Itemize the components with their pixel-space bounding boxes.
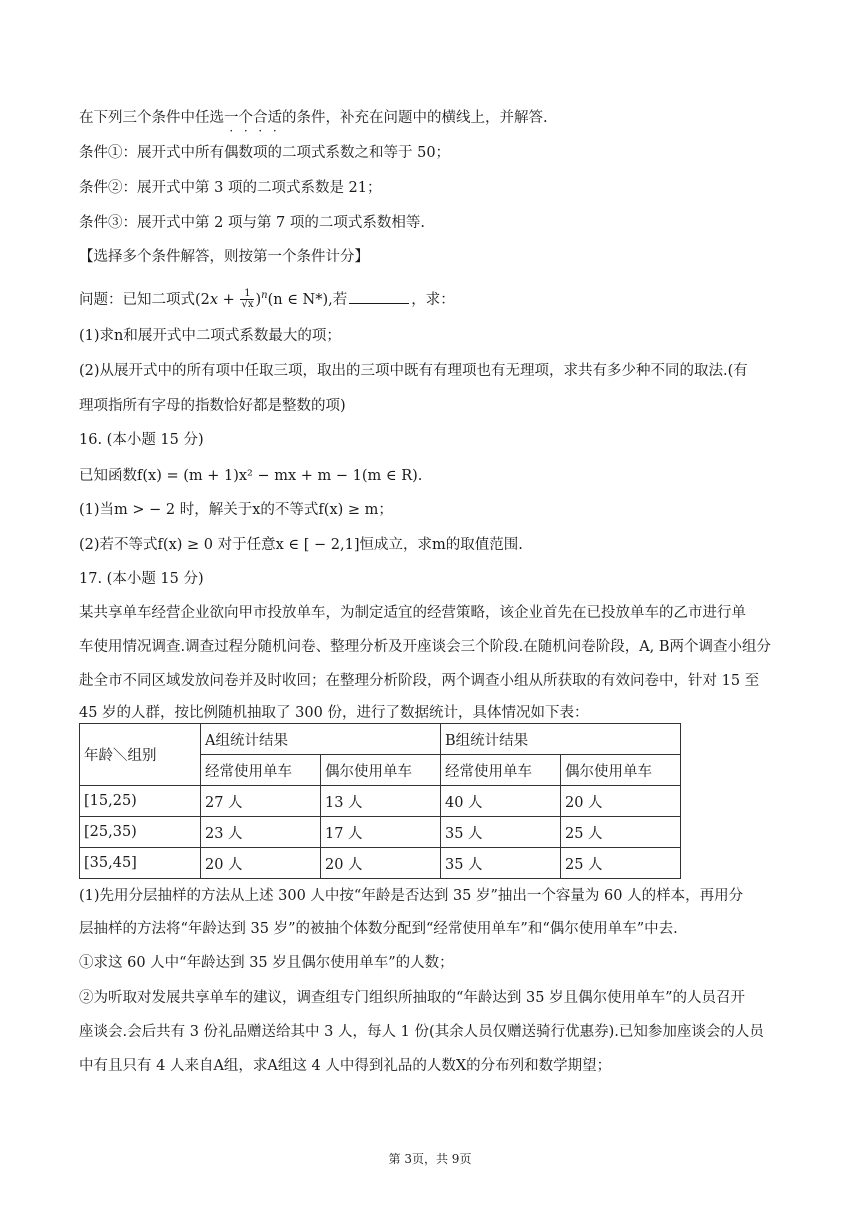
question-x: x [209,291,219,308]
table-age-cell: [35,45] [80,848,201,879]
table-cell: 13 人 [321,786,441,817]
p17-stem-1: 某共享单车经营企业欲向甲市投放单车，为制定适宜的经营策略，该企业首先在已投放单车的乙市进行单 [79,605,746,621]
fraction-denominator: √x [241,299,254,311]
table-group-a: A组统计结果 [201,724,441,755]
q15-part-1: (1)求n和展开式中二项式系数最大的项； [79,328,341,344]
p17-heading: 17. (本小题 15 分) [79,571,204,587]
table-group-b: B组统计结果 [441,724,681,755]
table-cell: 40 人 [441,786,561,817]
table-age-cell: [25,35) [80,817,201,848]
question-exponent: n [261,290,268,301]
answer-blank [349,290,409,304]
fraction [240,289,254,310]
table-row [80,848,681,879]
table-subheader: 经常使用单车 [201,755,321,786]
condition-3: 条件③：展开式中第 2 项与第 7 项的二项式系数相等. [79,215,425,231]
table-header-row [80,724,681,755]
q15-part-2b: 理项指所有字母的指数恰好都是整数的项) [79,398,346,414]
table-cell: 23 人 [201,817,321,848]
p17-after-5: 座谈会.会后共有 3 份礼品赠送给其中 3 人，每人 1 份(其余人员仅赠送骑行优惠券).已知参加座谈会的人员 [79,1024,764,1040]
p16-part-1: (1)当m > − 2 时，解关于x的不等式f(x) ≥ m； [79,502,393,518]
q15-part-2a: (2)从展开式中的所有项中任取三项，取出的三项中既有有理项也有无理项，求共有多少种不同的取法.(有 [79,363,748,379]
p17-stem-3: 赴全市不同区域发放问卷并及时收回；在整理分析阶段，两个调查小组从所获取的有效问卷中，针对 15 至 [79,673,760,689]
table-cell: 35 人 [441,817,561,848]
table-cell: 20 人 [321,848,441,879]
table-cell: 35 人 [441,848,561,879]
p17-after-4: ②为听取对发展共享单车的建议，调查组专门组织所抽取的“年龄达到 35 岁且偶尔使用单车”的人员召开 [79,990,745,1006]
table-subheader: 偶尔使用单车 [561,755,681,786]
condition-1: 条件①：展开式中所有偶数项的二项式系数之和等于 50； [79,145,451,161]
question-after: ，求： [411,291,455,308]
question-cond: (n ∈ N*),若 [267,291,348,308]
table-subheader: 偶尔使用单车 [321,755,441,786]
condition-2: 条件②：展开式中第 3 项的二项式系数是 21； [79,180,382,196]
page-footer: 第 3页，共 9页 [388,1152,472,1166]
p17-after-1: (1)先用分层抽样的方法从上述 300 人中按“年龄是否达到 35 岁”抽出一个容量为 60 人的样本，再用分 [79,888,744,904]
question-paren: ) [255,291,262,308]
scoring-note: 【选择多个条件解答，则按第一个条件计分】 [79,249,369,265]
fraction-numerator: 1 [240,289,254,300]
p16-part-2: (2)若不等式f(x) ≥ 0 对于任意x ∈ [ − 2,1]恒成立，求m的取值范围. [79,537,523,553]
table-age-cell: [15,25) [80,786,201,817]
emph-char-3: 合 [253,110,268,126]
p16-heading: 16. (本小题 15 分) [79,432,204,448]
table-cell: 25 人 [561,817,681,848]
p17-stem-2: 车使用情况调查.调查过程分随机问卷、整理分析及开座谈会三个阶段.在随机问卷阶段，A, B两个调查小组分 [79,639,772,655]
question-plus: + [218,291,240,308]
table-cell: 20 人 [201,848,321,879]
question-line [79,286,455,310]
p17-after-3: ①求这 60 人中“年龄达到 35 岁且偶尔使用单车”的人数； [79,955,454,971]
p17-stem-4: 45 岁的人群，按比例随机抽取了 300 份，进行了数据统计，具体情况如下表： [79,705,589,721]
emph-char-4: 适 [267,110,282,126]
intro-pre: 在下列三个条件中任选 [79,110,224,126]
table-row [80,817,681,848]
intro-line [79,108,548,128]
question-pre: 问题：已知二项式(2 [79,291,210,308]
survey-table [79,723,681,879]
p16-stem: 已知函数f(x) = (m + 1)x² − mx + m − 1(m ∈ R). [79,468,423,484]
table-cell: 17 人 [321,817,441,848]
emph-char-1: 一 [224,110,239,126]
emph-char-2: 个 [238,110,253,126]
table-cell: 25 人 [561,848,681,879]
table-subheader: 经常使用单车 [441,755,561,786]
table-cell: 27 人 [201,786,321,817]
p17-after-2: 层抽样的方法将“年龄达到 35 岁”的被抽个体数分配到“经常使用单车”和“偶尔使用单车”中去. [79,921,678,937]
table-cell: 20 人 [561,786,681,817]
p17-after-6: 中有且只有 4 人来自A组，求A组这 4 人中得到礼品的人数X的分布列和数学期望； [79,1058,612,1074]
table-row [80,786,681,817]
table-corner: 年龄＼组别 [80,724,201,786]
intro-post: 的条件，补充在问题中的横线上，并解答. [282,110,548,126]
